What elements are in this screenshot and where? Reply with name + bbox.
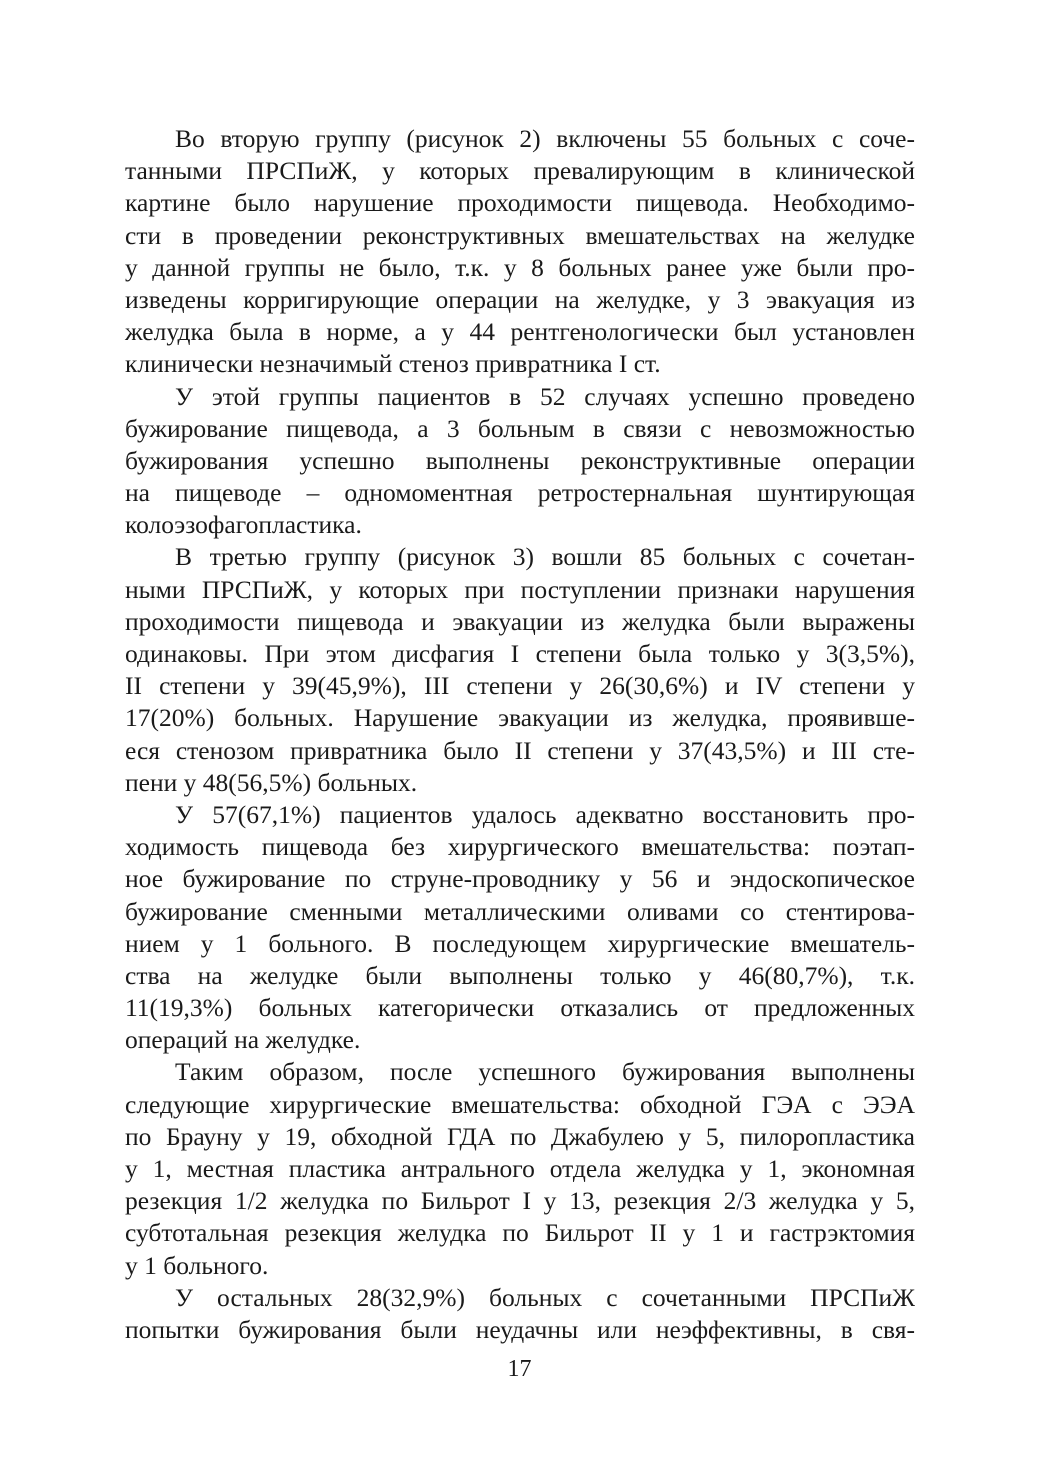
- text-line: операций на желудке.: [125, 1025, 361, 1055]
- text-line: одинаковы. При этом дисфагия I степени была только у 3(3,5%),: [125, 639, 915, 668]
- text-line: В третью группу (рисунок 3) вошли 85 больных с сочетан-: [175, 542, 915, 572]
- text-line: субтотальная резекция желудка по Бильрот II у 1 и гастрэктомия: [125, 1218, 915, 1248]
- text-line: У этой группы пациентов в 52 случаях успешно проведено: [175, 381, 915, 411]
- text-line: колоэзофагопластика.: [125, 510, 362, 540]
- text-line: следующие хирургические вмешательства: обходной ГЭА с ЭЭА: [125, 1089, 915, 1119]
- text-line: картине было нарушение проходимости пищевода. Необходимо-: [125, 188, 915, 218]
- paragraph: [125, 381, 915, 542]
- text-line: сти в проведении реконструктивных вмешательствах на желудке: [125, 220, 915, 250]
- text-line: Во вторую группу (рисунок 2) включены 55 больных с соче-: [175, 124, 915, 153]
- text-line: попытки бужирования были неудачны или неэффективны, в свя-: [125, 1314, 915, 1344]
- text-line: изведены корригирующие операции на желудке, у 3 эвакуация из: [125, 284, 915, 314]
- text-line: проходимости пищевода и эвакуации из желудка были выражены: [125, 606, 915, 636]
- text-line: бужирование пищевода, а 3 больным в связи с невозможностью: [125, 413, 915, 443]
- text-line: II степени у 39(45,9%), III степени у 26(30,6%) и IV степени у: [125, 671, 915, 701]
- text-line: нием у 1 больного. В последующем хирургические вмешатель-: [125, 928, 915, 958]
- text-line: У остальных 28(32,9%) больных с сочетанными ПРСПиЖ: [175, 1282, 915, 1312]
- text-line: по Брауну у 19, обходной ГДА по Джабулею у 5, пилоропластика: [125, 1121, 915, 1151]
- text-line: бужирования успешно выполнены реконструктивные операции: [125, 445, 915, 475]
- text-line: 17(20%) больных. Нарушение эвакуации из желудка, проявивше-: [125, 703, 915, 733]
- text-line: желудка была в норме, а у 44 рентгенологически был установлен: [125, 317, 915, 347]
- paragraph: [125, 799, 915, 1057]
- text-line: у 1, местная пластика антрального отдела желудка у 1, экономная: [125, 1154, 915, 1183]
- text-line: клинически незначимый стеноз привратника I ст.: [125, 349, 661, 379]
- text-line: ходимость пищевода без хирургического вмешательства: поэтап-: [125, 832, 915, 862]
- text-line: ными ПРСПиЖ, у которых при поступлении признаки нарушения: [125, 574, 915, 604]
- text-line: у 1 больного.: [125, 1250, 269, 1280]
- text-line: Таким образом, после успешного бужирования выполнены: [175, 1057, 915, 1087]
- text-line: резекция 1/2 желудка по Бильрот I у 13, резекция 2/3 желудка у 5,: [125, 1186, 915, 1216]
- text-line: у данной группы не было, т.к. у 8 больных ранее уже были про-: [125, 252, 915, 282]
- text-line: еся стенозом привратника было II степени у 37(43,5%) и III сте-: [125, 735, 915, 765]
- page-number: 17: [507, 1356, 532, 1382]
- text-line: танными ПРСПиЖ, у которых превалирующим в клинической: [125, 156, 915, 186]
- paragraph: [125, 123, 915, 381]
- text-line: пени у 48(56,5%) больных.: [125, 767, 418, 797]
- paragraph: [125, 541, 915, 799]
- paragraph: [125, 1056, 915, 1281]
- text-line: 11(19,3%) больных категорически отказались от предложенных: [125, 993, 915, 1023]
- text-line: ное бужирование по струне-проводнику у 56 и эндоскопическое: [125, 864, 915, 894]
- text-line: бужирование сменными металлическими оливами со стентирова-: [125, 896, 915, 926]
- text-body: [125, 123, 915, 1346]
- text-line: У 57(67,1%) пациентов удалось адекватно восстановить про-: [175, 799, 915, 829]
- text-line: на пищеводе – одномоментная ретростернальная шунтирующая: [125, 478, 915, 508]
- paragraph: [125, 1282, 915, 1346]
- text-line: ства на желудке были выполнены только у 46(80,7%), т.к.: [125, 960, 915, 990]
